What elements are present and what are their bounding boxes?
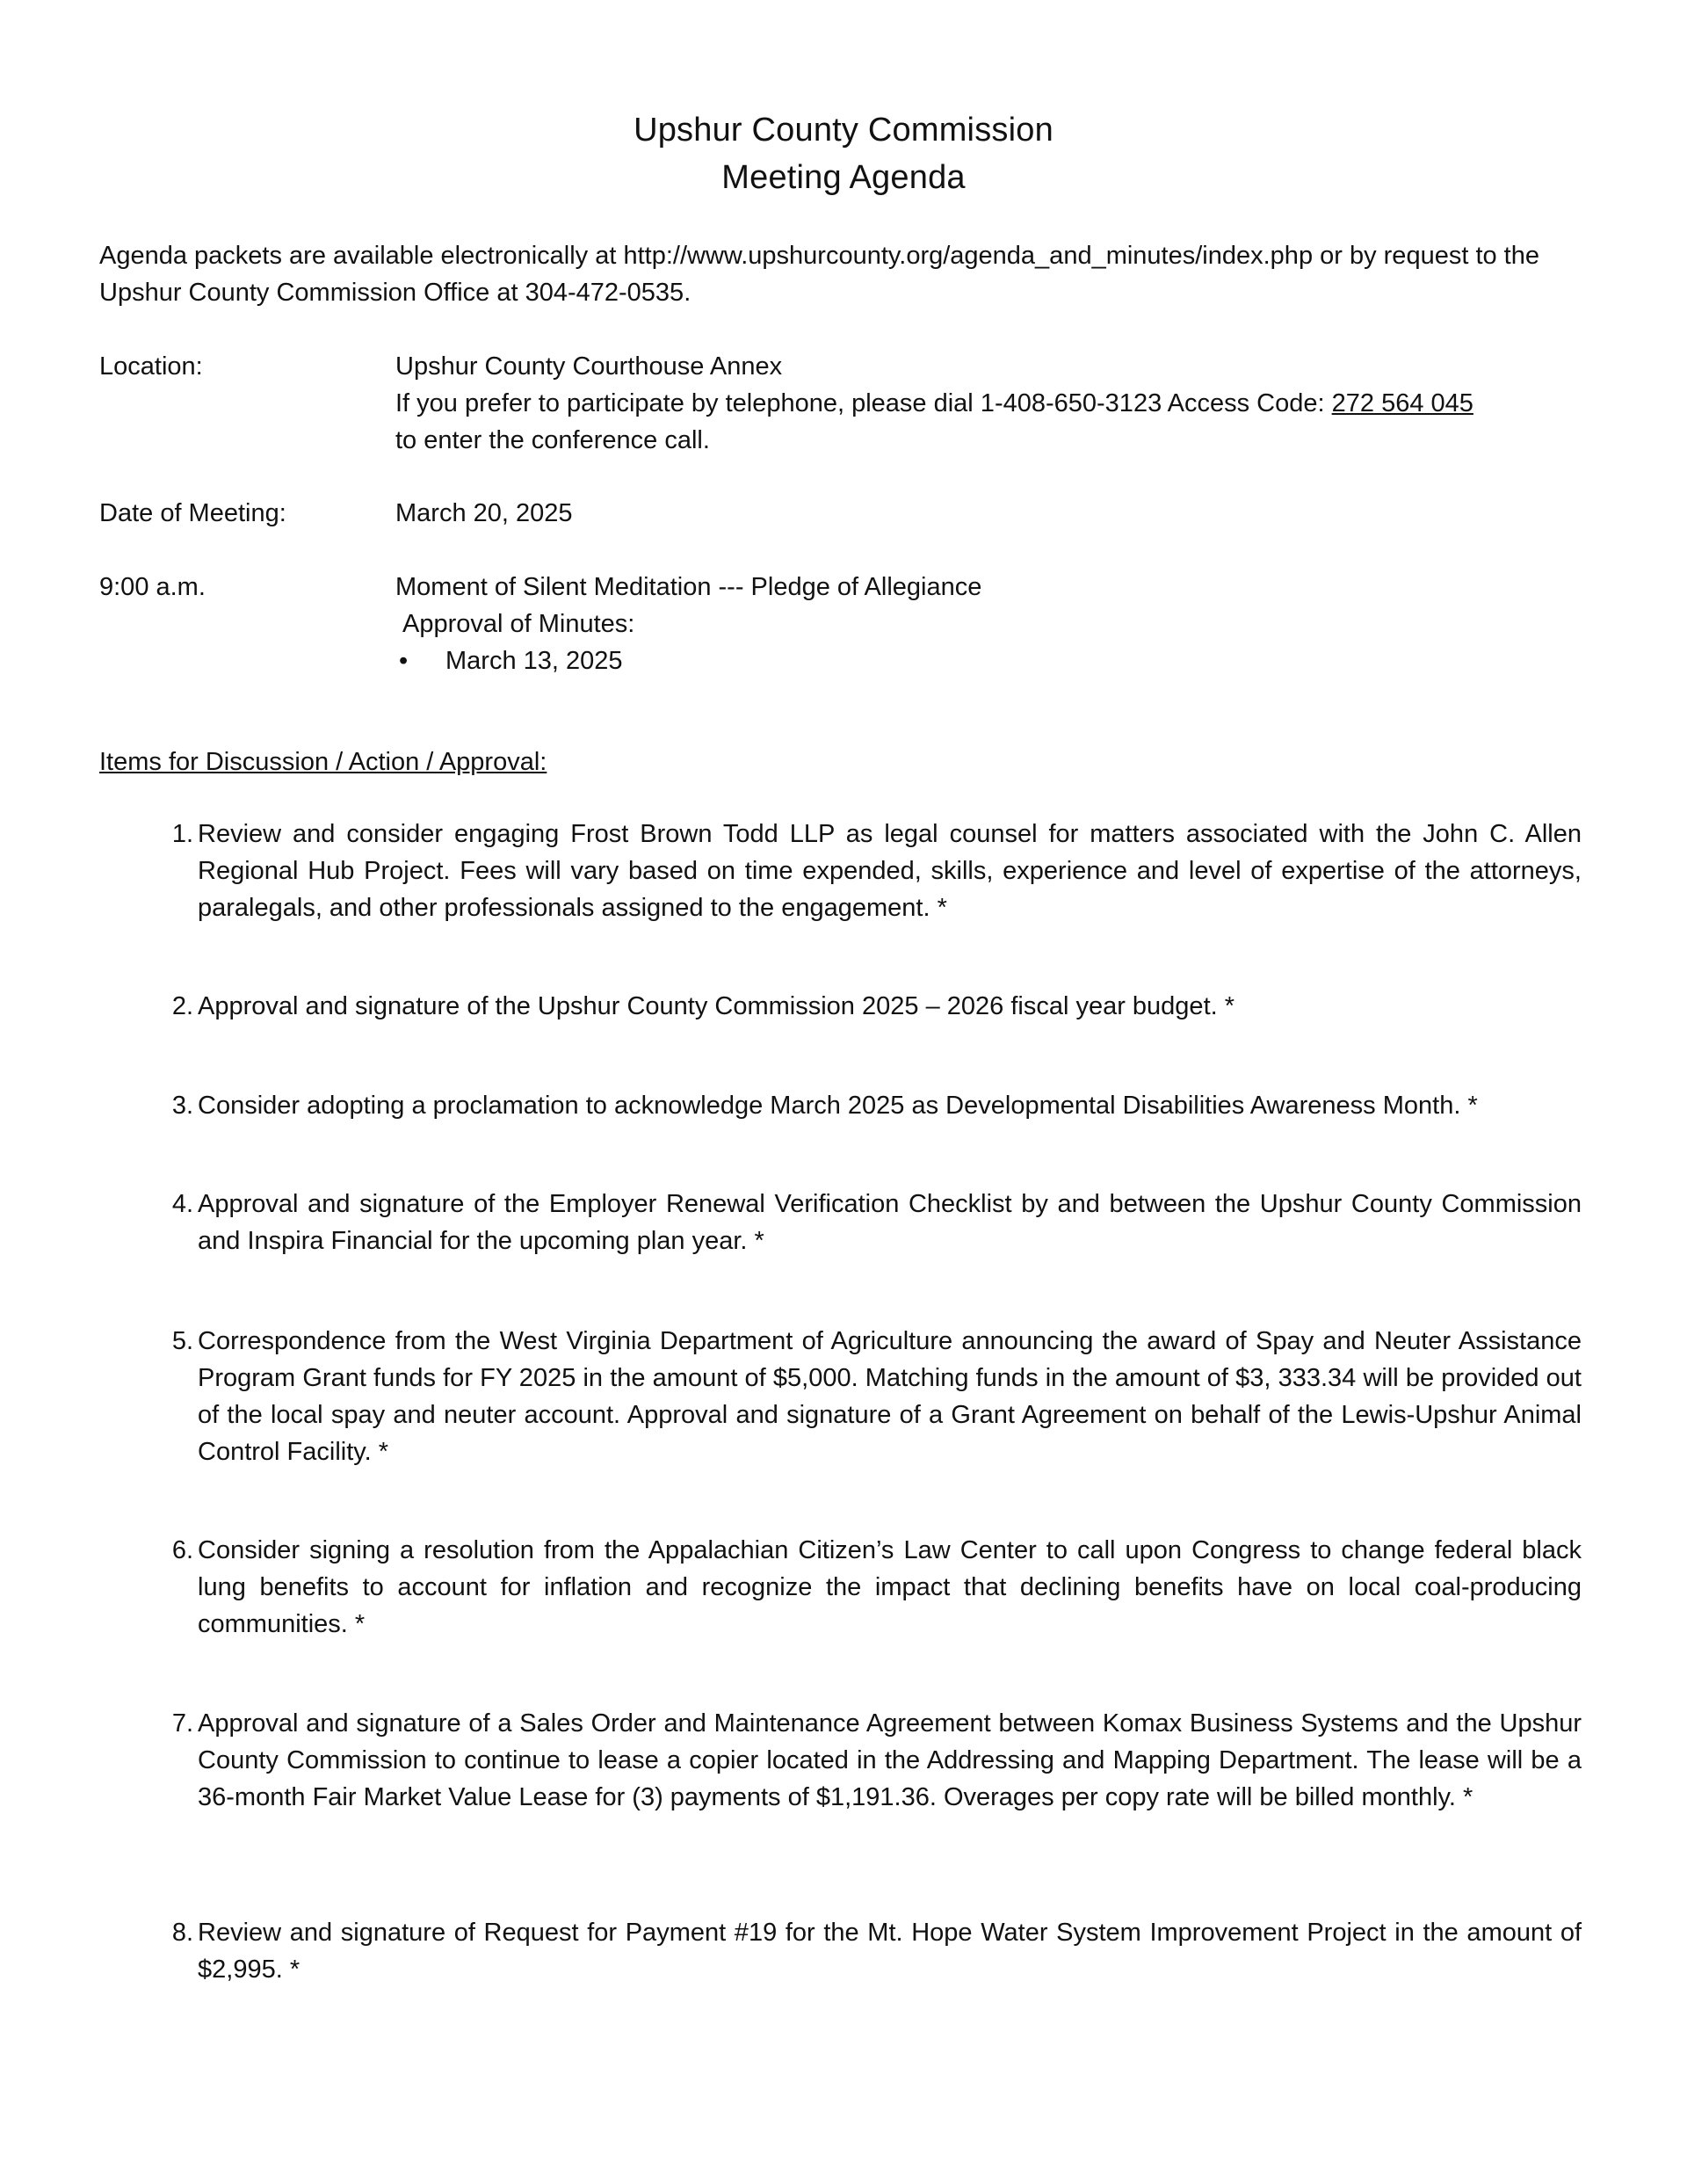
agenda-item-text: Approval and signature of a Sales Order and Maintenance Agreement between Komax Business Systems and the Upshur County Commission to continue to lease a copier located in the Addressing and Mapping Department. The lease will be a 36-month Fair Market Value Lease for (3) payments of $1,191.36. Overages per copy rate will be billed monthly. * xyxy=(198,1709,1582,1811)
intro-paragraph: Agenda packets are available electronically at http://www.upshurcounty.org/agenda_and_minutes/index.php or by request to the Upshur County Commission Office at 304-472-0535. xyxy=(99,242,1539,307)
opening-items xyxy=(395,569,1590,679)
agenda-item-number: 4. xyxy=(171,1190,193,1218)
agenda-item-text: Approval and signature of the Employer Renewal Verification Checklist by and between the Upshur County Commission and Inspira Financial for the upcoming plan year. * xyxy=(198,1190,1582,1255)
location-label: Location: xyxy=(99,352,203,381)
page-subtitle: Meeting Agenda xyxy=(721,159,966,196)
agenda-item-number: 6. xyxy=(171,1536,193,1564)
opening-time: 9:00 a.m. xyxy=(99,573,206,601)
agenda-item-text: Review and signature of Request for Payment #19 for the Mt. Hope Water System Improvement Project in the amount of $2,995. * xyxy=(198,1919,1582,1984)
agenda-item-text: Consider signing a resolution from the Appalachian Citizen’s Law Center to call upon Congress to change federal black lung benefits to account for inflation and recognize the impact that declining benefits have on local coal-producing communities. * xyxy=(198,1536,1582,1638)
opening-line: Moment of Silent Meditation --- Pledge of Allegiance xyxy=(395,573,982,601)
access-code: 272 564 045 xyxy=(1331,389,1473,417)
location-value xyxy=(395,348,1590,459)
minutes-bullet xyxy=(395,642,1590,679)
agenda-item-text: Consider adopting a proclamation to acknowledge March 2025 as Developmental Disabilities Awareness Month. * xyxy=(198,1092,1478,1120)
minutes-approval-line: Approval of Minutes: xyxy=(402,610,635,638)
agenda-item-number: 8. xyxy=(171,1919,193,1947)
items-heading: Items for Discussion / Action / Approval: xyxy=(99,748,547,776)
phone-text: If you prefer to participate by telephone, please dial 1-408-650-3123 Access Code: xyxy=(395,389,1325,417)
location-venue: Upshur County Courthouse Annex xyxy=(395,352,783,381)
bullet-icon: • xyxy=(399,647,409,675)
phone-instructions xyxy=(395,385,1590,422)
minutes-date: March 13, 2025 xyxy=(445,647,623,675)
agenda-item-number: 1. xyxy=(171,820,193,848)
agenda-item-number: 7. xyxy=(171,1709,193,1738)
agenda-item-text: Review and consider engaging Frost Brown Todd LLP as legal counsel for matters associated with the John C. Allen Regional Hub Project. Fees will vary based on time expended, skills, experience and level of expertise of the attorneys, paralegals, and other professionals assigned to the engagement. * xyxy=(198,820,1582,922)
page-title: Upshur County Commission xyxy=(634,112,1053,149)
agenda-item-number: 5. xyxy=(171,1327,193,1355)
phone-instructions-end: to enter the conference call. xyxy=(395,426,710,454)
agenda-item-number: 2. xyxy=(171,992,193,1020)
agenda-item-text: Approval and signature of the Upshur County Commission 2025 – 2026 fiscal year budget. * xyxy=(198,992,1235,1020)
agenda-item-number: 3. xyxy=(171,1092,193,1120)
date-value: March 20, 2025 xyxy=(395,499,573,527)
date-label: Date of Meeting: xyxy=(99,499,286,527)
agenda-item-text: Correspondence from the West Virginia Department of Agriculture announcing the award of Spay and Neuter Assistance Program Grant funds for FY 2025 in the amount of $5,000. Matching funds in the amount of $3, 333.34 will be provided out of the local spay and neuter account. Approval and signature of a Grant Agreement on behalf of the Lewis-Upshur Animal Control Facility. * xyxy=(198,1327,1582,1466)
